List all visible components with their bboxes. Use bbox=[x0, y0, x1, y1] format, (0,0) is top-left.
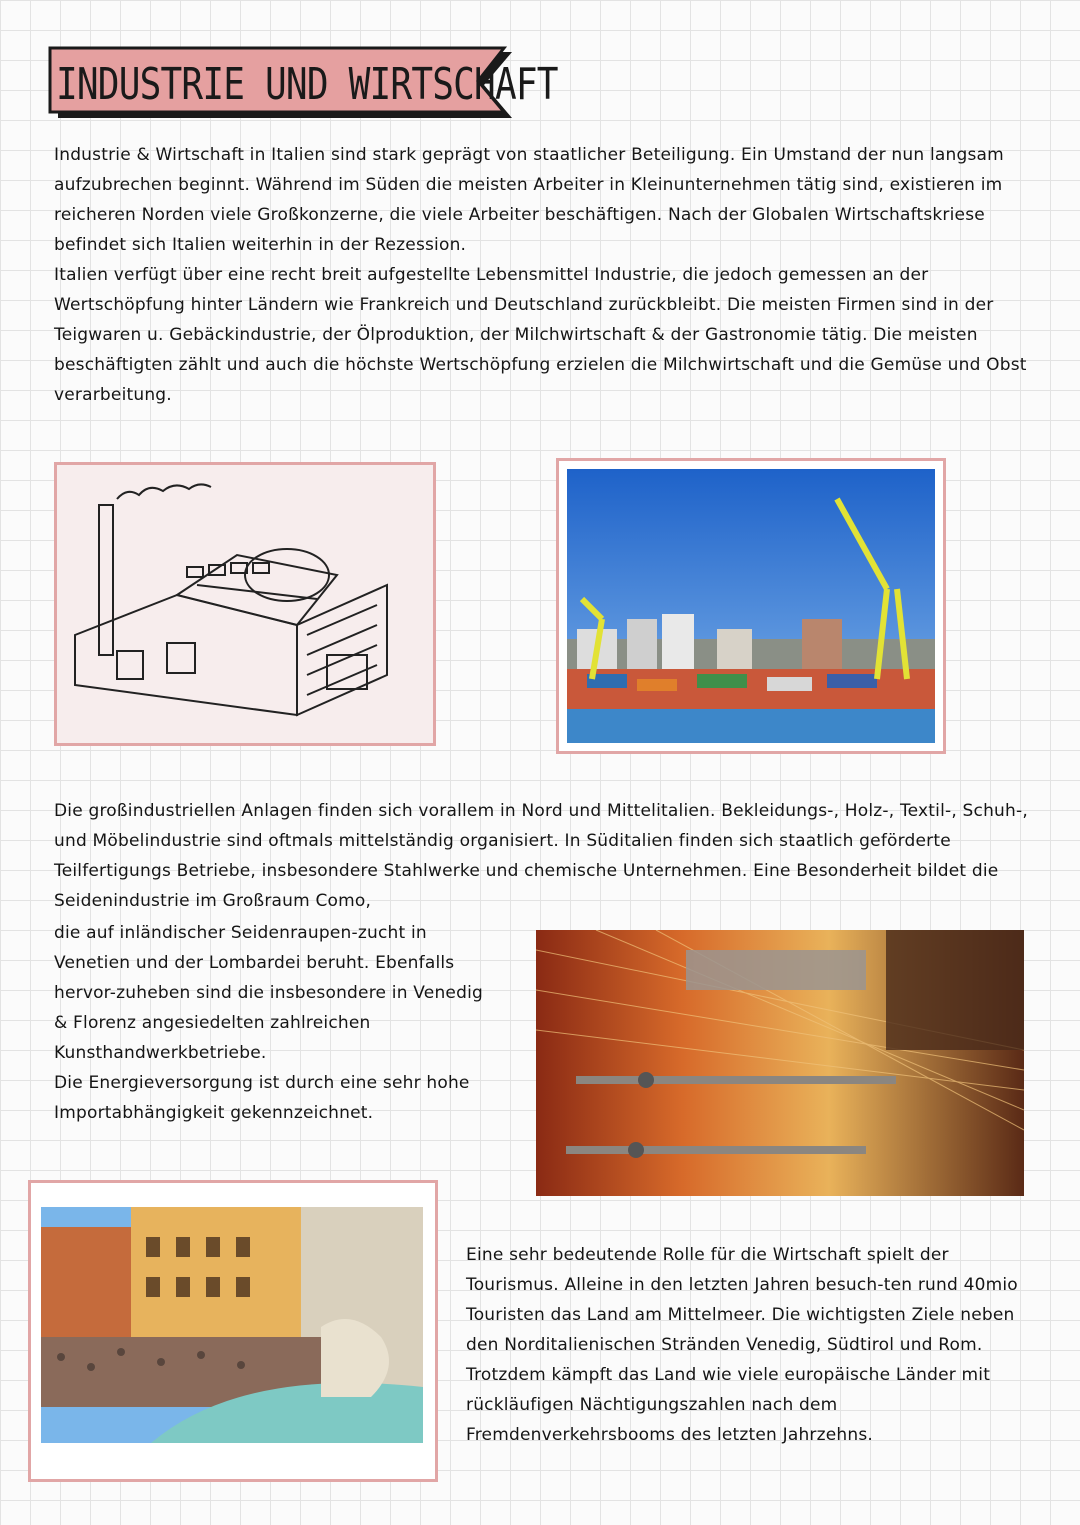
fountain-photo-frame bbox=[28, 1180, 438, 1482]
industry-block bbox=[54, 796, 1058, 916]
silk-loom-photo bbox=[536, 930, 1024, 1196]
harbor-photo-frame bbox=[556, 458, 946, 754]
factory-sketch-frame bbox=[54, 462, 436, 746]
silk-paragraph: die auf inländischer Seidenraupen-zucht in Venetien und der Lombardei beruht. Ebenfalls hervor-zuheben sind die insbesondere in Venedig & Florenz angesiedelten zahlreichen Kunsthandwerkbetriebe. bbox=[54, 923, 483, 1063]
page-title: INDUSTRIE UND WIRTSCHAFT bbox=[56, 59, 558, 110]
food-industry-paragraph: Italien verfügt über eine recht breit aufgestellte Lebensmittel Industrie, die jedoch gemessen an der Wertschöpfung hinter Ländern wie Frankreich und Deutschland zurückbleibt. Die meisten Firmen sind in der Teigwaren u. Gebäckindustrie, der Ölproduktion, der Milchwirtschaft & der Gastronomie tätig. Die meisten beschäftigten zählt und auch die höchste Wertschöpfung erzielen die Milchwirtschaft und die Gemüse und Obst verarbeitung. bbox=[54, 265, 1027, 405]
silk-block bbox=[54, 918, 494, 1128]
tourism-block bbox=[466, 1240, 1046, 1450]
intro-block bbox=[54, 140, 1050, 410]
harbor-cranes-photo bbox=[567, 469, 935, 743]
tourism-paragraph: Eine sehr bedeutende Rolle für die Wirtschaft spielt der Tourismus. Alleine in den letzten Jahren besuch-ten rund 40mio Touristen das Land am Mittelmeer. Die wichtigsten Ziele neben den Norditalienischen Stränden Venedig, Südtirol und Rom. Trotzdem kämpft das Land wie viele europäische Länder mit rückläufigen Nächtigungszahlen nach dem Fremdenverkehrsbooms des letzten Jahrzehns. bbox=[466, 1245, 1018, 1445]
energy-paragraph: Die Energieversorgung ist durch eine sehr hohe Importabhängigkeit gekennzeichnet. bbox=[54, 1073, 470, 1123]
factory-sketch-icon bbox=[57, 465, 433, 743]
intro-paragraph: Industrie & Wirtschaft in Italien sind stark geprägt von staatlicher Beteiligung. Ein Umstand der nun langsam aufzubrechen beginnt. Während im Süden die meisten Arbeiter in Kleinunternehmen tätig sind, existieren im reicheren Norden viele Großkonzerne, die viele Arbeiter beschäftigen. Nach der Globalen Wirtschaftskriese befindet sich Italien weiterhin in der Rezession. bbox=[54, 145, 1004, 255]
industry-paragraph: Die großindustriellen Anlagen finden sich vorallem in Nord und Mittelitalien. Bekleidungs-, Holz-, Textil-, Schuh-, und Möbelindustrie sind oftmals mittelständig organisiert. In Süditalien finden sich staatlich geförderte Teilfertigungs Betriebe, insbesondere Stahlwerke und chemische Unternehmen. Eine Besonderheit bildet die Seidenindustrie im Großraum Como, bbox=[54, 801, 1028, 911]
trevi-fountain-photo bbox=[41, 1207, 423, 1443]
